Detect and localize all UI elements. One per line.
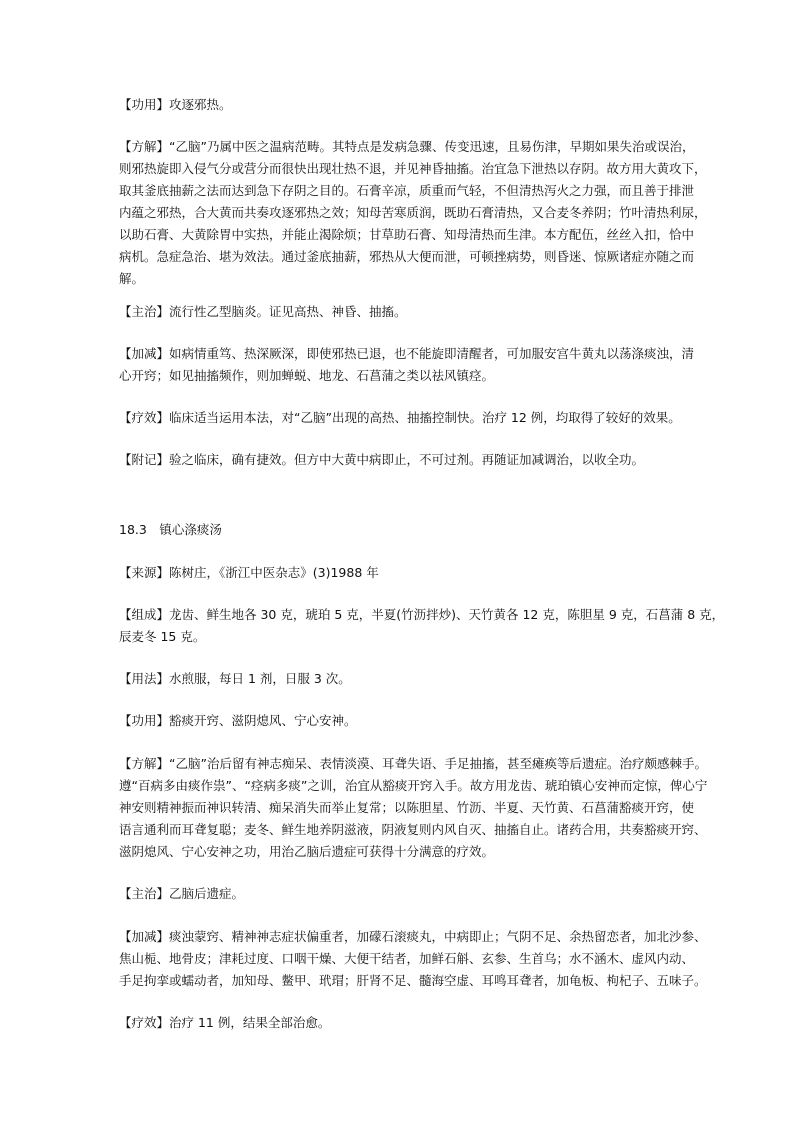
- paragraph: [119, 449, 679, 471]
- text-line: 焦山栀、地骨皮；津耗过度、口咽干燥、大便干结者，加鲜石斛、玄参、生首乌；水不涵木、虚风内动、: [119, 951, 695, 966]
- text-line: 【用法】水煎服，每日 1 剂，日服 3 次。: [119, 671, 351, 686]
- text-line: 【组成】龙齿、鲜生地各 30 克，琥珀 5 克，半夏(竹沥拌炒)、天竹黄各 12 克，陈胆星 9 克，石菖蒲 8 克，: [119, 607, 725, 622]
- text-line: 心开窍；如见抽搐频作，则加蝉蜕、地龙、石菖蒲之类以祛风镇痉。: [119, 368, 495, 383]
- paragraph: [119, 604, 725, 648]
- paragraph: [119, 562, 679, 584]
- text-line: 【功用】攻逐邪热。: [119, 97, 232, 112]
- paragraph: [119, 753, 708, 863]
- paragraph: [119, 1012, 679, 1034]
- text-line: 【方解】“乙脑”治后留有神志痴呆、表情淡漠、耳聋失语、手足抽搐，甚至瘫痪等后遗症。治疗颇感棘手。: [119, 756, 707, 771]
- text-line: 【方解】“乙脑”乃属中医之温病范畴。其特点是发病急骤、传变迅速，且易伤津，早期如果失治或误治，: [119, 139, 695, 154]
- text-line: 滋阴熄风、宁心安神之功，用治乙脑后遗症可获得十分满意的疗效。: [119, 844, 495, 859]
- text-line: 【附记】验之临床，确有捷效。但方中大黄中病即止，不可过剂。再随证加减调治，以收全功。: [119, 452, 645, 467]
- text-line: 【疗效】临床适当运用本法，对“乙脑”出现的高热、抽搐控制快。治疗 12 例，均取得了较好的效果。: [119, 410, 681, 425]
- text-line: 辰麦冬 15 克。: [119, 629, 206, 644]
- paragraph: [119, 136, 707, 290]
- text-line: 【加减】痰浊蒙窍、精神神志症状偏重者，加礞石滚痰丸，中病即止；气阴不足、余热留恋者，加北沙参、: [119, 929, 707, 944]
- text-line: 【疗效】治疗 11 例，结果全部治愈。: [119, 1015, 331, 1030]
- text-line: 内蕴之邪热，合大黄而共奏攻逐邪热之效；知母苦寒质润，既助石膏清热，又合麦冬养阴；竹叶清热利尿，: [119, 205, 707, 220]
- text-line: 手足拘挛或蠕动者，加知母、鳖甲、玳瑁；肝肾不足、髓海空虚、耳鸣耳聋者，加龟板、枸杞子、五味子。: [119, 973, 707, 988]
- text-line: 【加减】如病情重笃、热深厥深，即使邪热已退，也不能旋即清醒者，可加服安宫牛黄丸以荡涤痰浊，清: [119, 346, 695, 361]
- text-line: 取其釜底抽薪之法而达到急下存阴之目的。石膏辛凉，质重而气轻，不但清热泻火之力强，而且善于排泄: [119, 183, 695, 198]
- text-line: 神安则精神振而神识转清、痴呆消失而举止复常；以陈胆星、竹沥、半夏、天竹黄、石菖蒲豁痰开窍，使: [119, 800, 695, 815]
- text-line: 遵“百病多由痰作祟”、“痉病多痰”之训，治宜从豁痰开窍入手。故方用龙齿、琥珀镇心安神而定惊，俾心宁: [119, 778, 708, 793]
- section-heading: [119, 519, 679, 541]
- paragraph: [119, 926, 707, 992]
- paragraph: [119, 668, 679, 690]
- paragraph: [119, 94, 679, 116]
- paragraph: [119, 883, 679, 905]
- text-line: 18.3 镇心涤痰汤: [119, 522, 222, 537]
- text-line: 则邪热旋即入侵气分或营分而很快出现壮热不退，并见神昏抽搐。治宜急下泄热以存阴。故方用大黄攻下，: [119, 161, 707, 176]
- text-line: 【主治】乙脑后遗症。: [119, 886, 245, 901]
- text-line: 【主治】流行性乙型脑炎。证见高热、神昏、抽搐。: [119, 304, 407, 319]
- paragraph: [119, 407, 679, 429]
- text-line: 【来源】陈树庄，《浙江中医杂志》(3)1988 年: [119, 565, 379, 580]
- text-line: 语言通利而耳聋复聪；麦冬、鲜生地养阴滋液，阴液复则内风自灭、抽搐自止。诸药合用，共奏豁痰开窍、: [119, 822, 707, 837]
- paragraph: [119, 343, 695, 387]
- paragraph: [119, 710, 679, 732]
- text-line: 解。: [119, 271, 145, 286]
- text-line: 以助石膏、大黄除胃中实热，并能止渴除烦；甘草助石膏、知母清热而生津。本方配伍，丝丝入扣，恰中: [119, 227, 695, 242]
- text-line: 病机。急症急治、堪为效法。通过釜底抽薪，邪热从大便而泄，可顿挫病势，则昏迷、惊厥诸症亦随之而: [119, 249, 695, 264]
- text-line: 【功用】豁痰开窍、滋阴熄风、宁心安神。: [119, 713, 357, 728]
- paragraph: [119, 301, 679, 323]
